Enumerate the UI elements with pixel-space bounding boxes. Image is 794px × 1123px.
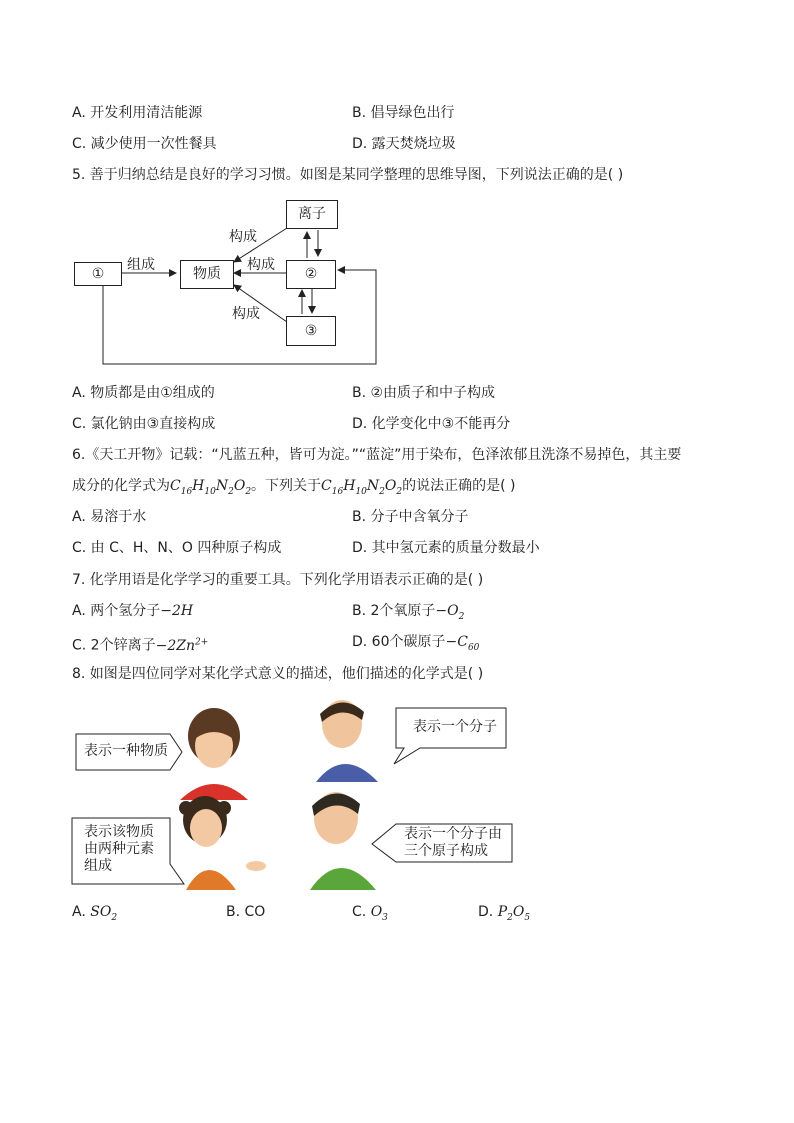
bubble-three-atoms-line1: 表示一个分子由 — [404, 826, 502, 842]
label-constitute-top: 构成 — [229, 229, 257, 245]
q8-option-b: B. CO — [226, 904, 266, 920]
q4-option-a: A. 开发利用清洁能源 — [72, 105, 203, 121]
q8-illustration — [0, 690, 794, 900]
label-compose: 组成 — [127, 257, 155, 273]
q7-option-c — [72, 632, 208, 656]
q7-option-b-expr: $-O_2$ — [435, 603, 465, 622]
bubble-two-elements-line2: 由两种元素 — [84, 841, 154, 857]
q6-stem-line1: 6.《天工开物》记载：“凡蓝五种，皆可为淀。”“蓝淀”用于染布，色泽浓郁且洗涤不易掉色，其主要 — [72, 447, 682, 463]
bubble-three-atoms — [404, 826, 502, 860]
label-constitute-mid: 构成 — [247, 257, 275, 273]
q7-option-d-text: D. 60个碳原子 — [352, 634, 446, 650]
q8-stem: 8. 如图是四位同学对某化学式意义的描述，他们描述的化学式是( ) — [72, 666, 484, 682]
q6-stem-line2 — [72, 476, 515, 502]
q7-stem: 7. 化学用语是化学学习的重要工具。下列化学用语表示正确的是( ) — [72, 572, 484, 588]
mind-map-arrows — [0, 0, 794, 380]
student-1-figure — [180, 708, 248, 800]
student-3-figure — [179, 796, 266, 890]
student-2-figure — [316, 700, 378, 782]
q6-formula-1: $C_{16}H_{10}N_2O_2$ — [170, 478, 252, 497]
q4-option-b: B. 倡导绿色出行 — [352, 105, 455, 121]
q7-option-b — [352, 601, 464, 627]
label-constitute-bottom: 构成 — [232, 306, 260, 322]
bubble-three-atoms-line2: 三个原子构成 — [404, 843, 488, 859]
q5-option-a: A. 物质都是由①组成的 — [72, 385, 215, 401]
q8-option-d — [478, 902, 530, 928]
q6-option-d: D. 其中氢元素的质量分数最小 — [352, 540, 540, 556]
q8-option-c-label: C. — [352, 904, 367, 920]
q6-option-b: B. 分子中含氧分子 — [352, 509, 469, 525]
q4-option-d: D. 露天焚烧垃圾 — [352, 136, 456, 152]
bubble-two-elements-line1: 表示该物质 — [84, 824, 154, 840]
q4-option-c: C. 减少使用一次性餐具 — [72, 136, 217, 152]
box-1: ① — [74, 262, 122, 286]
q8-option-c — [352, 902, 388, 928]
q7-option-a — [72, 601, 193, 621]
q5-mind-map — [0, 0, 794, 380]
bubble-two-elements-line3: 组成 — [84, 858, 112, 874]
q7-option-d — [352, 632, 479, 658]
q5-option-c: C. 氯化钠由③直接构成 — [72, 416, 216, 432]
q7-option-a-expr: −2H — [160, 603, 194, 619]
q5-stem: 5. 善于归纳总结是良好的学习习惯。如图是某同学整理的思维导图，下列说法正确的是( ) — [72, 167, 624, 183]
q6-option-c: C. 由 C、H、N、O 四种原子构成 — [72, 540, 282, 556]
q6-stem-part-b: 。下列关于 — [251, 478, 322, 494]
q8-option-c-formula: $O_3$ — [370, 904, 388, 923]
box-3: ③ — [286, 316, 336, 346]
bubble-one-molecule: 表示一个分子 — [413, 719, 497, 735]
q7-option-c-text: C. 2个锌离子 — [72, 637, 156, 654]
q7-option-a-text: A. 两个氢分子 — [72, 603, 161, 619]
box-2: ② — [286, 260, 336, 289]
q7-option-c-expr: $-2Zn^{2+}$ — [155, 637, 209, 654]
q8-option-a — [72, 902, 117, 928]
q8-option-a-formula: $SO_2$ — [90, 904, 118, 923]
q7-option-b-text: B. 2个氧原子 — [352, 603, 436, 619]
student-4-figure — [310, 792, 376, 890]
q7-option-d-expr: $-C_{60}$ — [445, 634, 480, 653]
q6-stem-part-a: 成分的化学式为 — [72, 478, 170, 494]
box-ion: 离子 — [286, 200, 338, 229]
q5-option-b: B. ②由质子和中子构成 — [352, 385, 496, 401]
q8-option-a-label: A. — [72, 904, 86, 920]
q8-option-d-label: D. — [478, 904, 494, 920]
q5-option-d: D. 化学变化中③不能再分 — [352, 416, 511, 432]
q6-formula-2: $C_{16}H_{10}N_2O_2$ — [321, 478, 403, 497]
bubble-one-substance: 表示一种物质 — [84, 743, 168, 759]
bubble-two-elements — [84, 824, 154, 875]
box-matter: 物质 — [180, 260, 234, 289]
q8-option-d-formula: $P_2O_5$ — [497, 904, 531, 923]
q6-stem-part-c: 的说法正确的是( ) — [402, 478, 516, 494]
q6-option-a: A. 易溶于水 — [72, 509, 147, 525]
